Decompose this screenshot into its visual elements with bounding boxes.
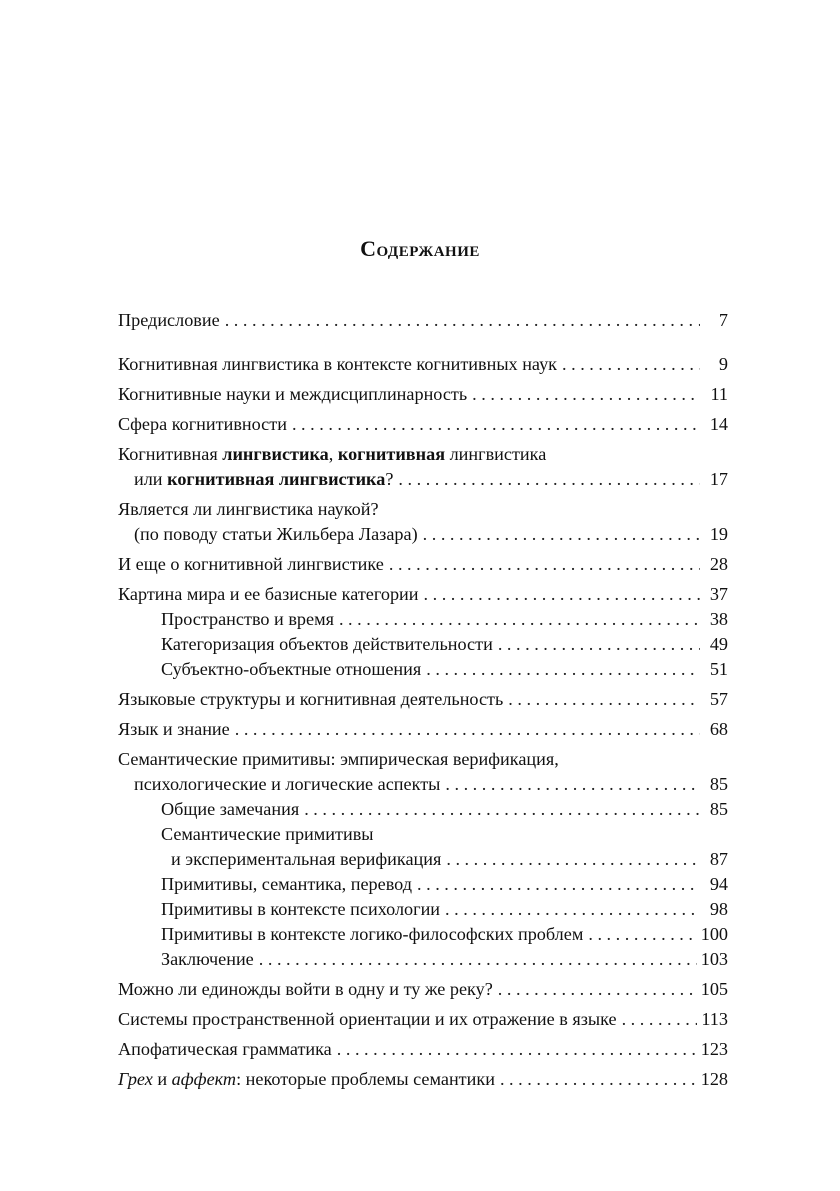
toc-entry-conclusion: Заключение . . . 103 [118,947,728,972]
toc-entry-emphasis-line1: Когнитивная лингвистика, когнитивная лингвистика [118,444,547,464]
toc-entry-more-cognitive-linguistics: И еще о когнитивной лингвистике . . . 28 [118,552,728,577]
toc-entry-is-linguistics-science-line1: Является ли лингвистика наукой? [118,499,379,519]
toc-entry-primitives-experimental-line2: и экспериментальная верификация . . . 87 [118,847,728,872]
toc-entry-world-picture: Картина мира и ее базисные категории . . . 37 [118,582,728,607]
toc-entry-apophatic-grammar: Апофатическая грамматика . . . 123 [118,1037,728,1062]
table-of-contents [118,308,728,1092]
toc-entry-preface: Предисловие . . . 7 [118,308,728,333]
toc-entry-is-linguistics-science-line2: (по поводу статьи Жильбера Лазара) . . . 19 [118,522,728,547]
toc-entry-spatial-orientation: Системы пространственной ориентации и их отражение в языке . . . 113 [118,1007,728,1032]
toc-entry-primitives-logic: Примитивы в контексте логико-философских проблем . . . 100 [118,922,728,947]
toc-entry-primitives-translation: Примитивы, семантика, перевод . . . 94 [118,872,728,897]
toc-entry-sin-affect: Грех и аффект: некоторые проблемы семантики . . . 128 [118,1067,728,1092]
toc-entry-subject-object: Субъектно-объектные отношения . . . 51 [118,657,728,682]
toc-entry-categorization: Категоризация объектов действительности . . . 49 [118,632,728,657]
toc-entry-river: Можно ли единожды войти в одну и ту же реку? . . . 105 [118,977,728,1002]
toc-entry-semantic-primitives-line2: психологические и логические аспекты . . . 85 [118,772,728,797]
toc-entry-sphere-of-cognition: Сфера когнитивности . . . 14 [118,412,728,437]
page-title: Содержание [360,236,480,261]
toc-entry-primitives-psychology: Примитивы в контексте психологии . . . 98 [118,897,728,922]
toc-entry-general-remarks: Общие замечания . . . 85 [118,797,728,822]
toc-entry-interdisciplinarity: Когнитивные науки и междисциплинарность . . . 11 [118,382,728,407]
toc-entry-space-time: Пространство и время . . . 38 [118,607,728,632]
toc-entry-primitives-experimental-line1: Семантические примитивы [161,824,374,844]
toc-entry-emphasis-line2: или когнитивная лингвистика? . . . 17 [118,467,728,492]
toc-entry-semantic-primitives-line1: Семантические примитивы: эмпирическая верификация, [118,749,559,769]
toc-entry-language-structures: Языковые структуры и когнитивная деятельность . . . 57 [118,687,728,712]
toc-entry-language-knowledge: Язык и знание . . . 68 [118,717,728,742]
toc-entry-cognitive-linguistics-context: Когнитивная лингвистика в контексте когнитивных наук . . . 9 [118,352,728,377]
